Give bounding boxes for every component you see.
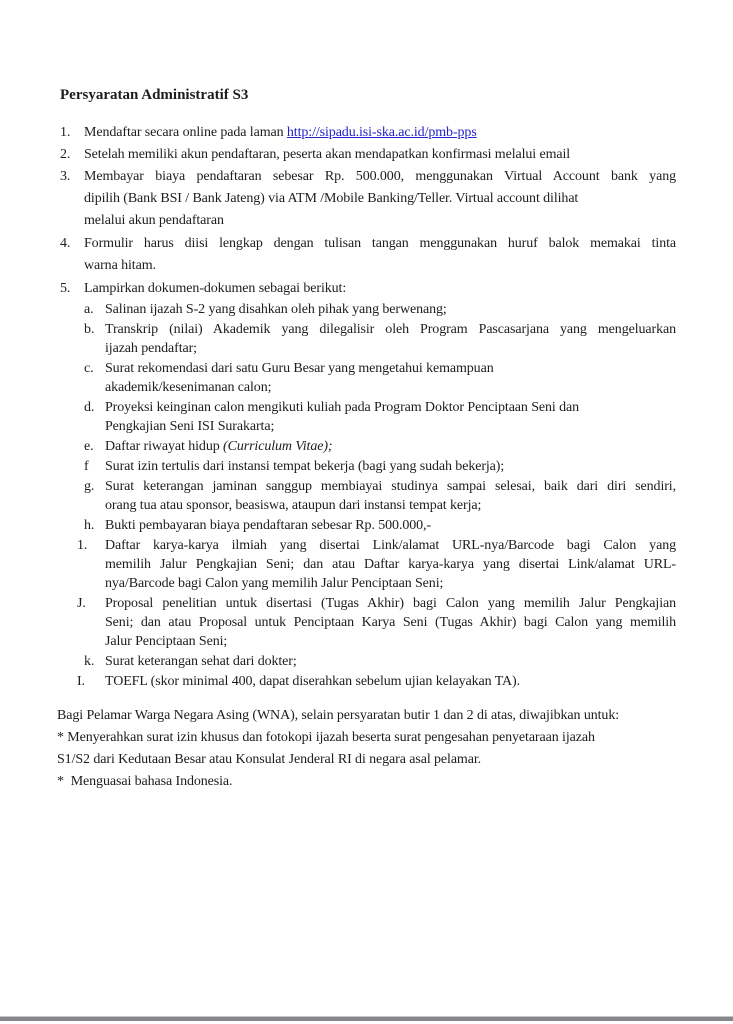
item-text-line: Formulir harus diisi lengkap dengan tulisan tangan menggunakan huruf balok memakai tinta (84, 236, 676, 251)
item-text (105, 398, 676, 436)
item-text: Lampirkan dokumen-dokumen sebagai berikut: (84, 281, 347, 296)
item-text-line: ijazah pendaftar; (105, 341, 197, 356)
item-text-line: nya/Barcode bagi Calon yang memilih Jalur Penciptaan Seni; (105, 576, 444, 591)
item-text (105, 320, 676, 358)
item-marker: h. (84, 518, 95, 533)
item-text-line: orang tua atau sponsor, beasiswa, ataupun dari instansi tempat kerja; (105, 498, 482, 513)
sub-item-a (84, 300, 676, 319)
item-marker: 2. (60, 147, 71, 162)
sub-item-e (84, 437, 676, 456)
sub-item-h (84, 516, 676, 535)
main-item-5 (60, 278, 676, 299)
wna-bullet-1-line-2: S1/S2 dari Kedutaan Besar atau Konsulat Jenderal RI di negara asal pelamar. (57, 752, 482, 767)
item-text-line: Daftar karya-karya ilmiah yang disertai Link/alamat URL-nya/Barcode bagi Calon yang (105, 538, 676, 553)
sub-item-b (84, 320, 676, 358)
registration-link[interactable]: http://sipadu.isi-ska.ac.id/pmb-pps (286, 125, 477, 140)
item-text: Surat keterangan sehat dari dokter; (105, 654, 297, 669)
item-text: TOEFL (skor minimal 400, dapat diserahkan sebelum ujian kelayakan TA). (105, 674, 521, 689)
item-text-line: melalui akun pendaftaran (84, 213, 224, 228)
wna-bullet-1-line-1: * Menyerahkan surat izin khusus dan fotokopi ijazah beserta surat pengesahan penyetaraan ijazah (57, 730, 595, 745)
item-marker: 5. (60, 281, 71, 296)
item-text-line: Membayar biaya pendaftaran sebesar Rp. 500.000, menggunakan Virtual Account bank yang (84, 169, 676, 184)
sub-item-g (84, 477, 676, 515)
item-text-line: Pengkajian Seni ISI Surakarta; (105, 419, 275, 434)
item-text-line: Proyeksi keinginan calon mengikuti kuliah pada Program Doktor Penciptaan Seni dan (105, 400, 580, 415)
item-marker: f (84, 459, 89, 474)
item-text-line: Transkrip (nilai) Akademik yang dilegalisir oleh Program Pascasarjana yang mengeluarkan (105, 322, 676, 337)
item-text-fragment: Daftar riwayat hidup (105, 439, 224, 454)
item-text: Surat izin tertulis dari instansi tempat bekerja (bagi yang sudah bekerja); (105, 459, 505, 474)
item-marker: I. (77, 674, 85, 689)
item-marker: d. (84, 400, 95, 415)
attachments-list (77, 300, 676, 691)
item-text-line: akademik/kesenimanan calon; (105, 380, 272, 395)
item-text-line: Jalur Penciptaan Seni; (105, 634, 228, 649)
item-text (84, 122, 676, 143)
item-marker: 1. (60, 125, 71, 140)
item-marker: 1. (77, 538, 88, 553)
item-text: Bukti pembayaran biaya pendaftaran sebesar Rp. 500.000,- (105, 518, 432, 533)
horizontal-scrollbar[interactable] (0, 1016, 733, 1021)
item-text-line: Seni; dan atau Proposal untuk Penciptaan Karya Seni (Tugas Akhir) bagi Calon yang memilih (105, 615, 676, 630)
main-item-1 (60, 122, 676, 143)
sub-item-i (77, 536, 676, 593)
item-text-line: Surat keterangan jaminan sanggup membiayai studinya sampai selesai, baik dari diri sendiri, (105, 479, 676, 494)
item-text (105, 594, 676, 651)
page-title: Persyaratan Administratif S3 (60, 87, 249, 103)
sub-item-d (84, 398, 676, 436)
item-text (105, 536, 676, 593)
requirements-list (60, 122, 676, 691)
item-text-line: Surat rekomendasi dari satu Guru Besar yang mengetahui kemampuan (105, 361, 494, 376)
wna-bullet-2: * Menguasai bahasa Indonesia. (57, 774, 233, 789)
item-text-fragment: Mendaftar secara online pada laman (84, 125, 287, 140)
sub-item-c (84, 359, 676, 397)
document-content (57, 86, 676, 793)
sub-item-f (84, 457, 676, 476)
item-text (105, 359, 676, 397)
item-marker: g. (84, 479, 95, 494)
item-text (105, 437, 676, 456)
item-text: Setelah memiliki akun pendaftaran, peserta akan mendapatkan konfirmasi melalui email (84, 147, 571, 162)
item-text-line: memilih Jalur Pengkajian Seni; dan atau Daftar karya-karya yang disertai Link/alamat URL- (105, 557, 676, 572)
sub-item-l (77, 672, 676, 691)
item-marker: 3. (60, 169, 71, 184)
item-marker: J. (77, 596, 86, 611)
item-text (105, 477, 676, 515)
item-text (84, 233, 676, 277)
item-text-line: warna hitam. (84, 258, 156, 273)
main-item-4 (60, 233, 676, 277)
main-item-3 (60, 166, 676, 232)
item-marker: c. (84, 361, 94, 376)
item-text-italic: (Curriculum Vitae); (223, 439, 333, 454)
main-item-2 (60, 144, 676, 165)
item-marker: e. (84, 439, 94, 454)
wna-section (57, 705, 676, 793)
wna-intro: Bagi Pelamar Warga Negara Asing (WNA), selain persyaratan butir 1 dan 2 di atas, diwajibkan untuk: (57, 708, 620, 723)
item-text: Salinan ijazah S-2 yang disahkan oleh pihak yang berwenang; (105, 302, 447, 317)
sub-item-j (77, 594, 676, 651)
item-text (84, 166, 676, 232)
item-marker: b. (84, 322, 95, 337)
item-marker: k. (84, 654, 95, 669)
sub-item-k (84, 652, 676, 671)
item-marker: 4. (60, 236, 71, 251)
item-text-line: Proposal penelitian untuk disertasi (Tugas Akhir) bagi Calon yang memilih Jalur Pengkajian (105, 596, 676, 611)
item-marker: a. (84, 302, 94, 317)
item-text-line: dipilih (Bank BSI / Bank Jateng) via ATM /Mobile Banking/Teller. Virtual account dilihat (84, 191, 579, 206)
